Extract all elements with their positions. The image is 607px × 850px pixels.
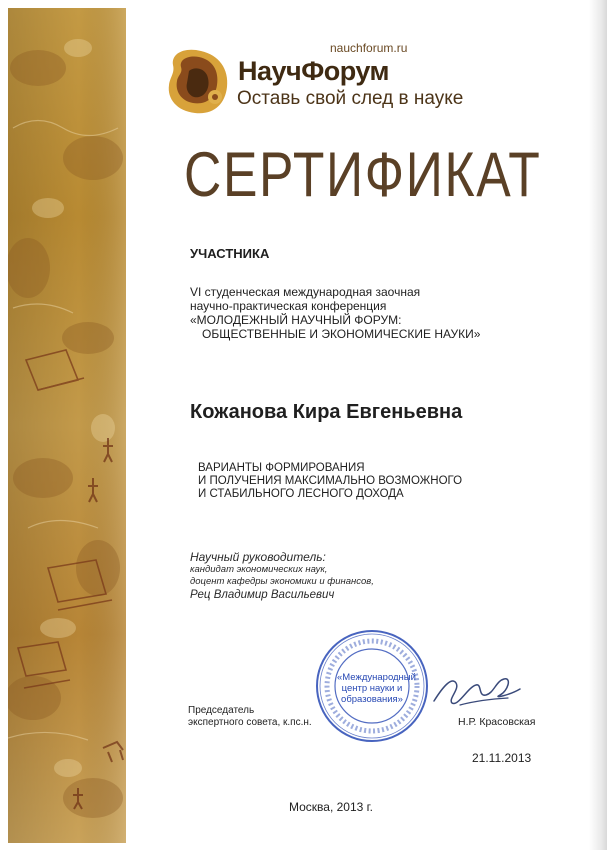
scan-edge-shadow [589,0,607,850]
supervisor-label: Научный руководитель: [190,550,326,564]
conference-description [190,285,480,341]
chairman-title [188,705,312,729]
signature-icon [430,665,525,715]
participant-name: Кожанова Кира Евгеньевна [190,401,463,423]
footprint-logo-icon [163,45,233,117]
city-year: Москва, 2013 г. [289,800,373,814]
participant-label: УЧАСТНИКА [190,246,270,261]
brand-name: НаучФорум [238,56,390,86]
brand-slogan: Оставь свой след в науке [237,88,464,109]
supervisor-degree: кандидат экономических наук, [190,564,328,575]
issue-date: 21.11.2013 [472,751,532,765]
brand-url: nauchforum.ru [330,41,408,55]
paper-topic [198,462,462,501]
decorative-side-strip [8,8,126,843]
topic-line: И ПОЛУЧЕНИЯ МАКСИМАЛЬНО ВОЗМОЖНОГО [198,475,463,487]
stamp-line: образования» [341,694,403,705]
conference-line: научно-практическая конференция [190,299,387,313]
certificate-title: СЕРТИФИКАТ [184,140,542,210]
conference-line: ОБЩЕСТВЕННЫЕ И ЭКОНОМИЧЕСКИЕ НАУКИ» [202,327,481,341]
chairman-name: Н.Р. Красовская [458,716,536,728]
stamp-line: центр науки и [341,683,403,694]
stamp-line: «Международный [337,672,416,683]
supervisor-block [190,550,374,601]
stamp-text [337,672,416,705]
supervisor-name: Рец Владимир Васильевич [190,589,335,601]
chairman-line: Председатель [188,705,255,716]
topic-line: ВАРИАНТЫ ФОРМИРОВАНИЯ [198,462,365,474]
topic-line: И СТАБИЛЬНОГО ЛЕСНОГО ДОХОДА [198,488,404,500]
chairman-line: экспертного совета, к.пс.н. [188,717,312,728]
supervisor-position: доцент кафедры экономики и финансов, [190,576,374,587]
rock-art-illustration [8,8,126,843]
conference-line: VI студенческая международная заочная [190,285,421,299]
conference-line: «МОЛОДЕЖНЫЙ НАУЧНЫЙ ФОРУМ: [190,313,402,327]
